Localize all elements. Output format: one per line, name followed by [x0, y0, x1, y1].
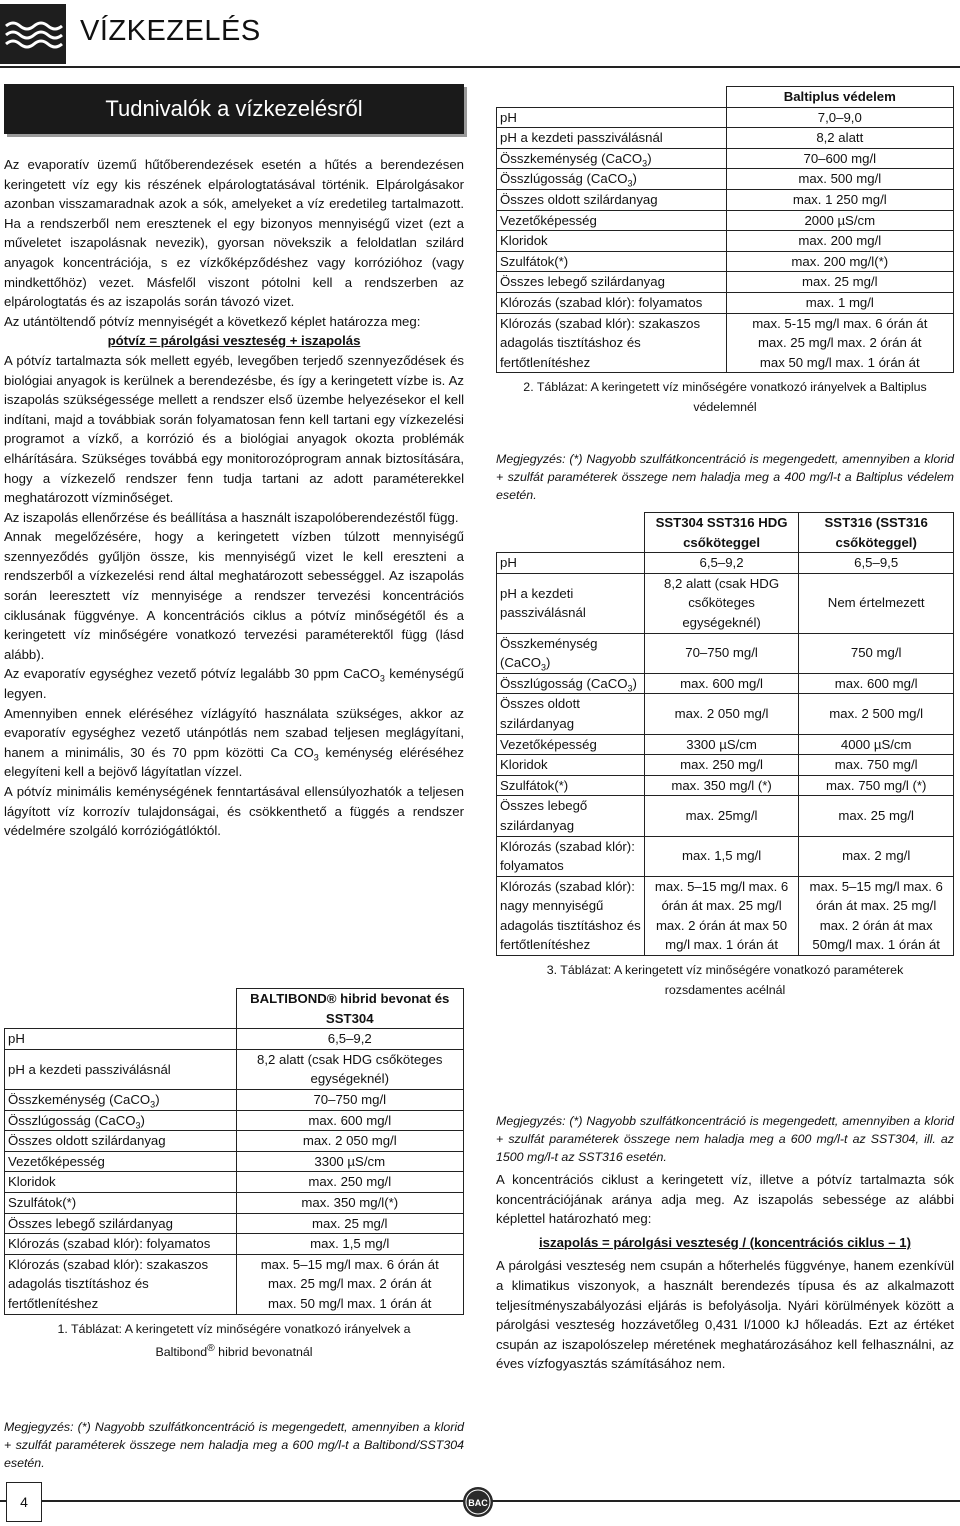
- table-baltiplus: [496, 86, 954, 417]
- table-row: Klórozás (szabad klór): folyamatos max. 1,5 mg/l: [5, 1234, 464, 1255]
- svg-text:BAC: BAC: [468, 1498, 488, 1508]
- table-header: Baltiplus védelem: [726, 87, 953, 108]
- table-row: pH a kezdeti passziválásnál 8,2 alatt (csak HDG csőköteges egységeknél) Nem értelmezett: [497, 573, 954, 633]
- table-row: Szulfátok(*) max. 350 mg/l(*): [5, 1192, 464, 1213]
- blowdown-formula: iszapolás = párolgási veszteség / (koncentrációs ciklus – 1): [539, 1234, 911, 1250]
- paragraph: Amennyiben ennek eléréséhez vízlágyító használata szükséges, akkor az evaporatív egységhez vezető utánpótlás nem szabad teljesen meglágyítani, hanem a minimális, 30 és 70 ppm közötti Ca $CO_3$ keménység eléréséhez elegyíteni kell a bejövő lágyítatlan vízzel.: [4, 705, 465, 780]
- table-row: Összes lebegő szilárdanyag max. 25 mg/l: [5, 1213, 464, 1234]
- table-row: Összes oldott szilárdanyag max. 1 250 mg/l: [497, 189, 954, 210]
- table-caption: 1. Táblázat: A keringetett víz minőségére vonatkozó irányelvek a Baltibond® hibrid bevonatnál: [57, 1321, 411, 1359]
- table-row: Klórozás (szabad klór): folyamatos max. 1 mg/l: [497, 292, 954, 313]
- table-row: Kloridok max. 250 mg/l max. 750 mg/l: [497, 755, 954, 776]
- paragraph: A pótvíz minimális keménységének fenntartásával ellensúlyozhatók a teljesen lágyított víz korrozív tulajdonságai, és csökkenthető a függés a rendszer védelmére szolgáló korróziógátlóktól.: [4, 784, 464, 839]
- article-banner: Tudnivalók a vízkezelésről: [4, 84, 464, 134]
- paragraph: A párolgási veszteség nem csupán a hőterhelés függvénye, hanem ezenkívül a klimatikus viszonyok, a használt berendezés típusa és az alkalmazott teljesítményszabályozási eljárás is befolyásolja. Nyári körülmények között a párolgási veszteség hozzávetőleg 0,431 l/1000 kJ hőleadás. Ezt az értéket csupán az iszapolószelep méretének meghatározásához kell felhasználni, az éves vízfogyasztás számításához nem.: [496, 1258, 954, 1372]
- paragraph: Az utántöltendő pótvíz mennyiségét a következő képlet határozza meg:: [4, 313, 421, 329]
- paragraph: Az iszapolás ellenőrzése és beállítása a használt iszapolóberendezéstől függ.: [4, 509, 459, 525]
- table-row: Vezetőképesség 3300 µS/cm 4000 µS/cm: [497, 734, 954, 755]
- table-baltibond: [4, 988, 464, 1362]
- table-row: Vezetőképesség 3300 µS/cm: [5, 1151, 464, 1172]
- table-caption: 2. Táblázat: A keringetett víz minőségére vonatkozó irányelvek a Baltiplus védelemnél: [523, 380, 927, 415]
- table-row: Összes lebegő szilárdanyag max. 25mg/l max. 25 mg/l: [497, 796, 954, 836]
- table-caption: 3. Táblázat: A keringetett víz minőségére vonatkozó paraméterek rozsdamentes acélnál: [546, 963, 904, 998]
- table-row: Összlúgosság (CaCO$_3$) max. 500 mg/l: [497, 169, 954, 190]
- page-header: [0, 0, 960, 68]
- paragraph: Annak megelőzésére, hogy a keringetett vízben túlzott mennyiségű szennyeződés gyűljön össze, kis mennyiségű vizet le kell ereszteni a rendszerből a vízkezelési rend által meghatározott sebességgel. Az iszapolás során leeresztett víz mennyisége a rendszer tervezési koncentrációs ciklusának függvénye. A koncentrációs ciklus a pótvíz minőségétől és a keringetett víz minőségére vonatkozó tervezési paraméterektől függ (lásd alább).: [4, 529, 464, 662]
- table-header: BALTIBOND® hibrid bevonat és SST304: [236, 989, 464, 1029]
- table-row: Kloridok max. 200 mg/l: [497, 231, 954, 252]
- paragraph: Az evaporatív egységhez vezető pótvíz legalább 30 ppm CaCO$_3$ keménységű legyen.: [4, 666, 464, 702]
- table-note: Megjegyzés: (*) Nagyobb szulfátkoncentráció is megengedett, amennyiben a klorid + szulfát paraméterek összege nem haladja meg a 600 mg/l-t a Baltibond/SST304 esetén.: [4, 1420, 464, 1470]
- table-row: Összkeménység (CaCO$_3$) 70–750 mg/l 750 mg/l: [497, 633, 954, 673]
- paragraph: A pótvíz tartalmazta sók mellett egyéb, levegőben terjedő szennyeződések és biológiai anyagok is kerülnek a berendezésbe, és így a keringetett vízbe is. Az iszapolás szükségessége mellett a rendszer első üzembe helyezésekor el kell indítani, majd a továbbiak során folyamatosan fenn kell tartani egy vízkezelési programot a vízkő, a korrózió és a biológiai anyagok okozta problémák elhárítására. Szükséges továbbá egy monitorozóprogram annak biztosítására, hogy a vízkezelő rendszer fenn tudja tartani az adott paraméterekkel meghatározott vízminőséget.: [4, 352, 464, 506]
- table-row: pH 6,5–9,2: [5, 1029, 464, 1050]
- table-row: Klórozás (szabad klór): szakaszos adagolás tisztításhoz és fertőtlenítéshez max. 5-15 mg/l max. 6 órán át max. 25 mg/l max. 2 órán át max 50 mg/l max. 1 órán át: [497, 313, 954, 373]
- table-row: Kloridok max. 250 mg/l: [5, 1172, 464, 1193]
- table-header: SST316 (SST316 csőköteggel): [799, 513, 954, 553]
- makeup-formula: pótvíz = párolgási veszteség + iszapolás: [107, 333, 361, 349]
- waves-icon: [0, 4, 66, 64]
- table-row: Összes oldott szilárdanyag max. 2 050 mg/l: [5, 1131, 464, 1152]
- left-column-text: [4, 155, 464, 841]
- table-header: SST304 SST316 HDG csőköteggel: [644, 513, 799, 553]
- table-row: pH a kezdeti passziválásnál 8,2 alatt: [497, 128, 954, 149]
- table-row: Szulfátok(*) max. 350 mg/l (*) max. 750 mg/l (*): [497, 775, 954, 796]
- table-row: Vezetőképesség 2000 µS/cm: [497, 210, 954, 231]
- page-number: 4: [6, 1482, 42, 1522]
- table-row: Klórozás (szabad klór): folyamatos max. 1,5 mg/l max. 2 mg/l: [497, 836, 954, 876]
- table-row: pH 7,0–9,0: [497, 107, 954, 128]
- table-row: Összes lebegő szilárdanyag max. 25 mg/l: [497, 272, 954, 293]
- right-column-text: [496, 1170, 954, 1374]
- table-note: Megjegyzés: (*) Nagyobb szulfátkoncentráció is megengedett, amennyiben a klorid + szulfát paraméterek összege nem haladja meg a 400 mg/l-t a Baltiplus védelem esetén.: [496, 452, 954, 502]
- table-row: pH 6,5–9,2 6,5–9,5: [497, 553, 954, 574]
- paragraph: Az evaporatív üzemű hűtőberendezések esetén a hűtés a berendezésen keringetett víz egy kis részének elpárologtatásával történik. Elpárolgásakor azonban visszamaradnak azok a sók, amelyeket a víz eredetileg tartalmazott. Ha a rendszerből nem eresztenek el egy bizonyos mennyiségű vizet (ezt a műveletet iszapolásnak nevezik), gyorsan növekszik a feloldatlan szilárd anyagok koncentrációja, s ez vízkőképződéshez vagy korrózióhoz (vagy mindkettőhöz) vezet. Másfelől viszont pótolni kell a rendszerben az elpárologtatás és az iszapolás során távozó vizet.: [4, 157, 464, 310]
- table-row: Összes oldott szilárdanyag max. 2 050 mg/l max. 2 500 mg/l: [497, 694, 954, 734]
- table-row: Összlúgosság (CaCO$_3$) max. 600 mg/l: [5, 1110, 464, 1131]
- table-stainless: [496, 512, 954, 1000]
- table-row: Összkeménység (CaCO$_3$) 70–750 mg/l: [5, 1089, 464, 1110]
- section-title: VÍZKEZELÉS: [80, 15, 261, 47]
- table-row: Klórozás (szabad klór): szakaszos adagolás tisztításhoz és fertőtlenítéshez max. 5–15 mg/l max. 6 órán át max. 25 mg/l max. 2 órán át max. 50 mg/l max. 1 órán át: [5, 1254, 464, 1314]
- table-row: Szulfátok(*) max. 200 mg/l(*): [497, 251, 954, 272]
- paragraph: A koncentrációs ciklust a keringetett víz, illetve a pótvíz tartalmazta sók koncentrációjának aránya adja meg. Az iszapolás sebessége az alábbi képlettel határozható meg:: [496, 1172, 954, 1227]
- table-row: Összkeménység (CaCO$_3$) 70–600 mg/l: [497, 148, 954, 169]
- table-row: Klórozás (szabad klór): nagy mennyiségű adagolás tisztításhoz és fertőtlenítéshez max. 5–15 mg/l max. 6 órán át max. 25 mg/l max. 2 órán át max 50 mg/l max. 1 órán át max. 5–15 mg/l max. 6 órán át max. 25 mg/l max. 2 órán át max 50mg/l max. 1 órán át: [497, 876, 954, 955]
- bac-logo-icon: [462, 1486, 494, 1518]
- table-note: Megjegyzés: (*) Nagyobb szulfátkoncentráció is megengedett, amennyiben a klorid + szulfát paraméterek összege nem haladja meg a 600 mg/l-t az SST304, ill. az 1500 mg/l-t az SST316 esetén.: [496, 1114, 954, 1164]
- table-row: pH a kezdeti passziválásnál 8,2 alatt (csak HDG csőköteges egységeknél): [5, 1049, 464, 1089]
- table-row: Összlúgosság (CaCO$_3$) max. 600 mg/l max. 600 mg/l: [497, 673, 954, 694]
